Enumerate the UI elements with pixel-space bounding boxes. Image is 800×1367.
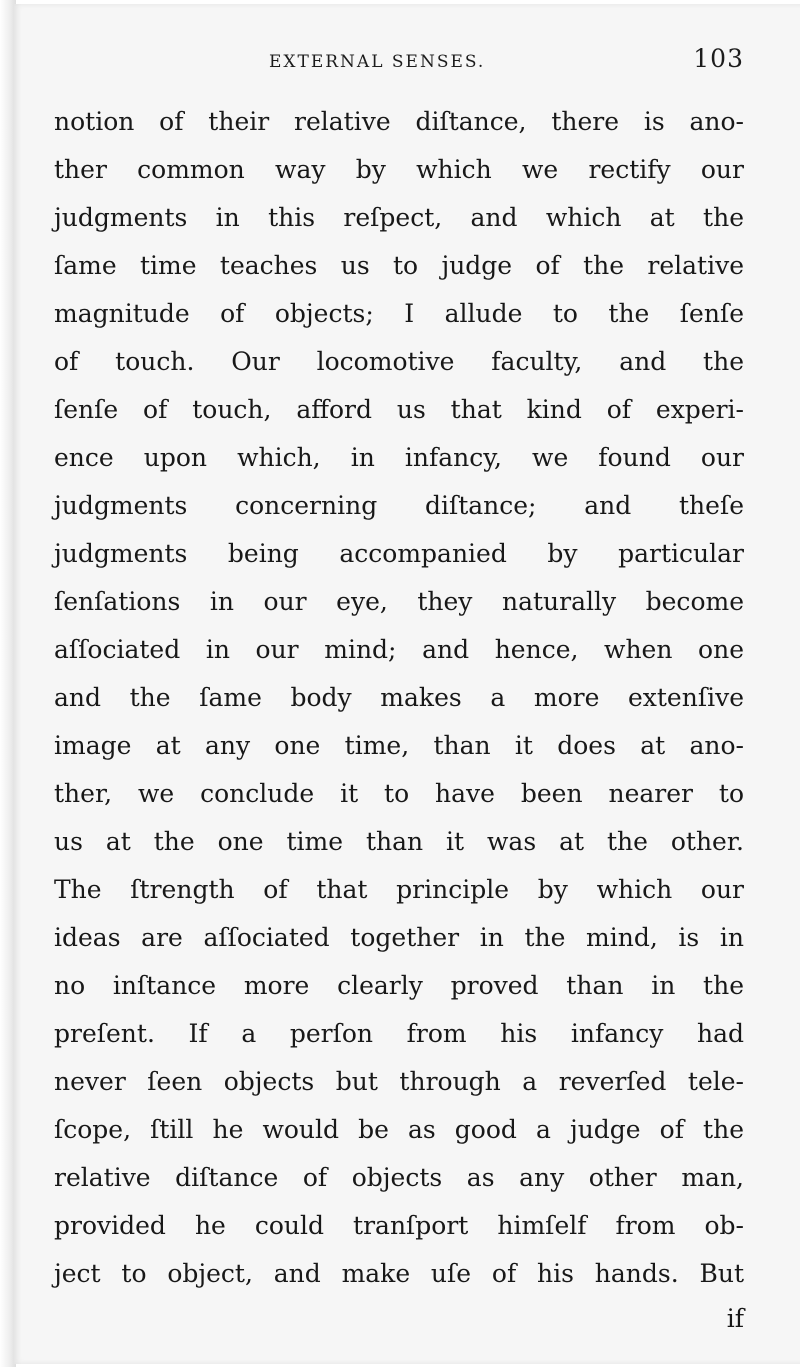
text-line: ther common way by which we rectify our: [54, 155, 744, 184]
body-text: [54, 98, 744, 1298]
text-line: ſame time teaches us to judge of the relative: [54, 251, 744, 280]
text-line: relative diſtance of objects as any other man,: [54, 1163, 744, 1192]
catchword: if: [726, 1304, 744, 1333]
text-line: judgments being accompanied by particular: [54, 539, 744, 568]
text-line: ject to object, and make uſe of his hands. But: [54, 1259, 744, 1288]
text-line: magnitude of objects; I allude to the ſenſe: [54, 299, 744, 328]
text-line: never ſeen objects but through a reverſed tele-: [54, 1067, 744, 1096]
text-line: provided he could tranſport himſelf from ob-: [54, 1211, 744, 1240]
page-number: 103: [693, 44, 744, 73]
text-line: ſcope, ſtill he would be as good a judge of the: [54, 1115, 744, 1144]
text-line: ence upon which, in infancy, we found our: [54, 443, 744, 472]
running-head: [54, 44, 744, 84]
text-line: and the ſame body makes a more extenſive: [54, 683, 744, 712]
text-line: image at any one time, than it does at ano-: [54, 731, 744, 760]
text-line: us at the one time than it was at the other.: [54, 827, 744, 856]
text-line: ſenſations in our eye, they naturally become: [54, 587, 744, 616]
text-line: ideas are aſſociated together in the mind, is in: [54, 923, 744, 952]
text-line: The ſtrength of that principle by which our: [54, 875, 744, 904]
text-line: notion of their relative diſtance, there is ano-: [54, 107, 744, 136]
text-line: aſſociated in our mind; and hence, when one: [54, 635, 744, 664]
text-line: no inſtance more clearly proved than in the: [54, 971, 744, 1000]
text-line: judgments in this reſpect, and which at the: [54, 203, 744, 232]
running-title: EXTERNAL SENSES.: [269, 52, 486, 72]
text-line: judgments concerning diſtance; and theſe: [54, 491, 744, 520]
text-line: ſenſe of touch, afford us that kind of experi-: [54, 395, 744, 424]
text-line: of touch. Our locomotive faculty, and the: [54, 347, 744, 376]
text-line: preſent. If a perſon from his infancy had: [54, 1019, 744, 1048]
text-line: ther, we conclude it to have been nearer to: [54, 779, 744, 808]
